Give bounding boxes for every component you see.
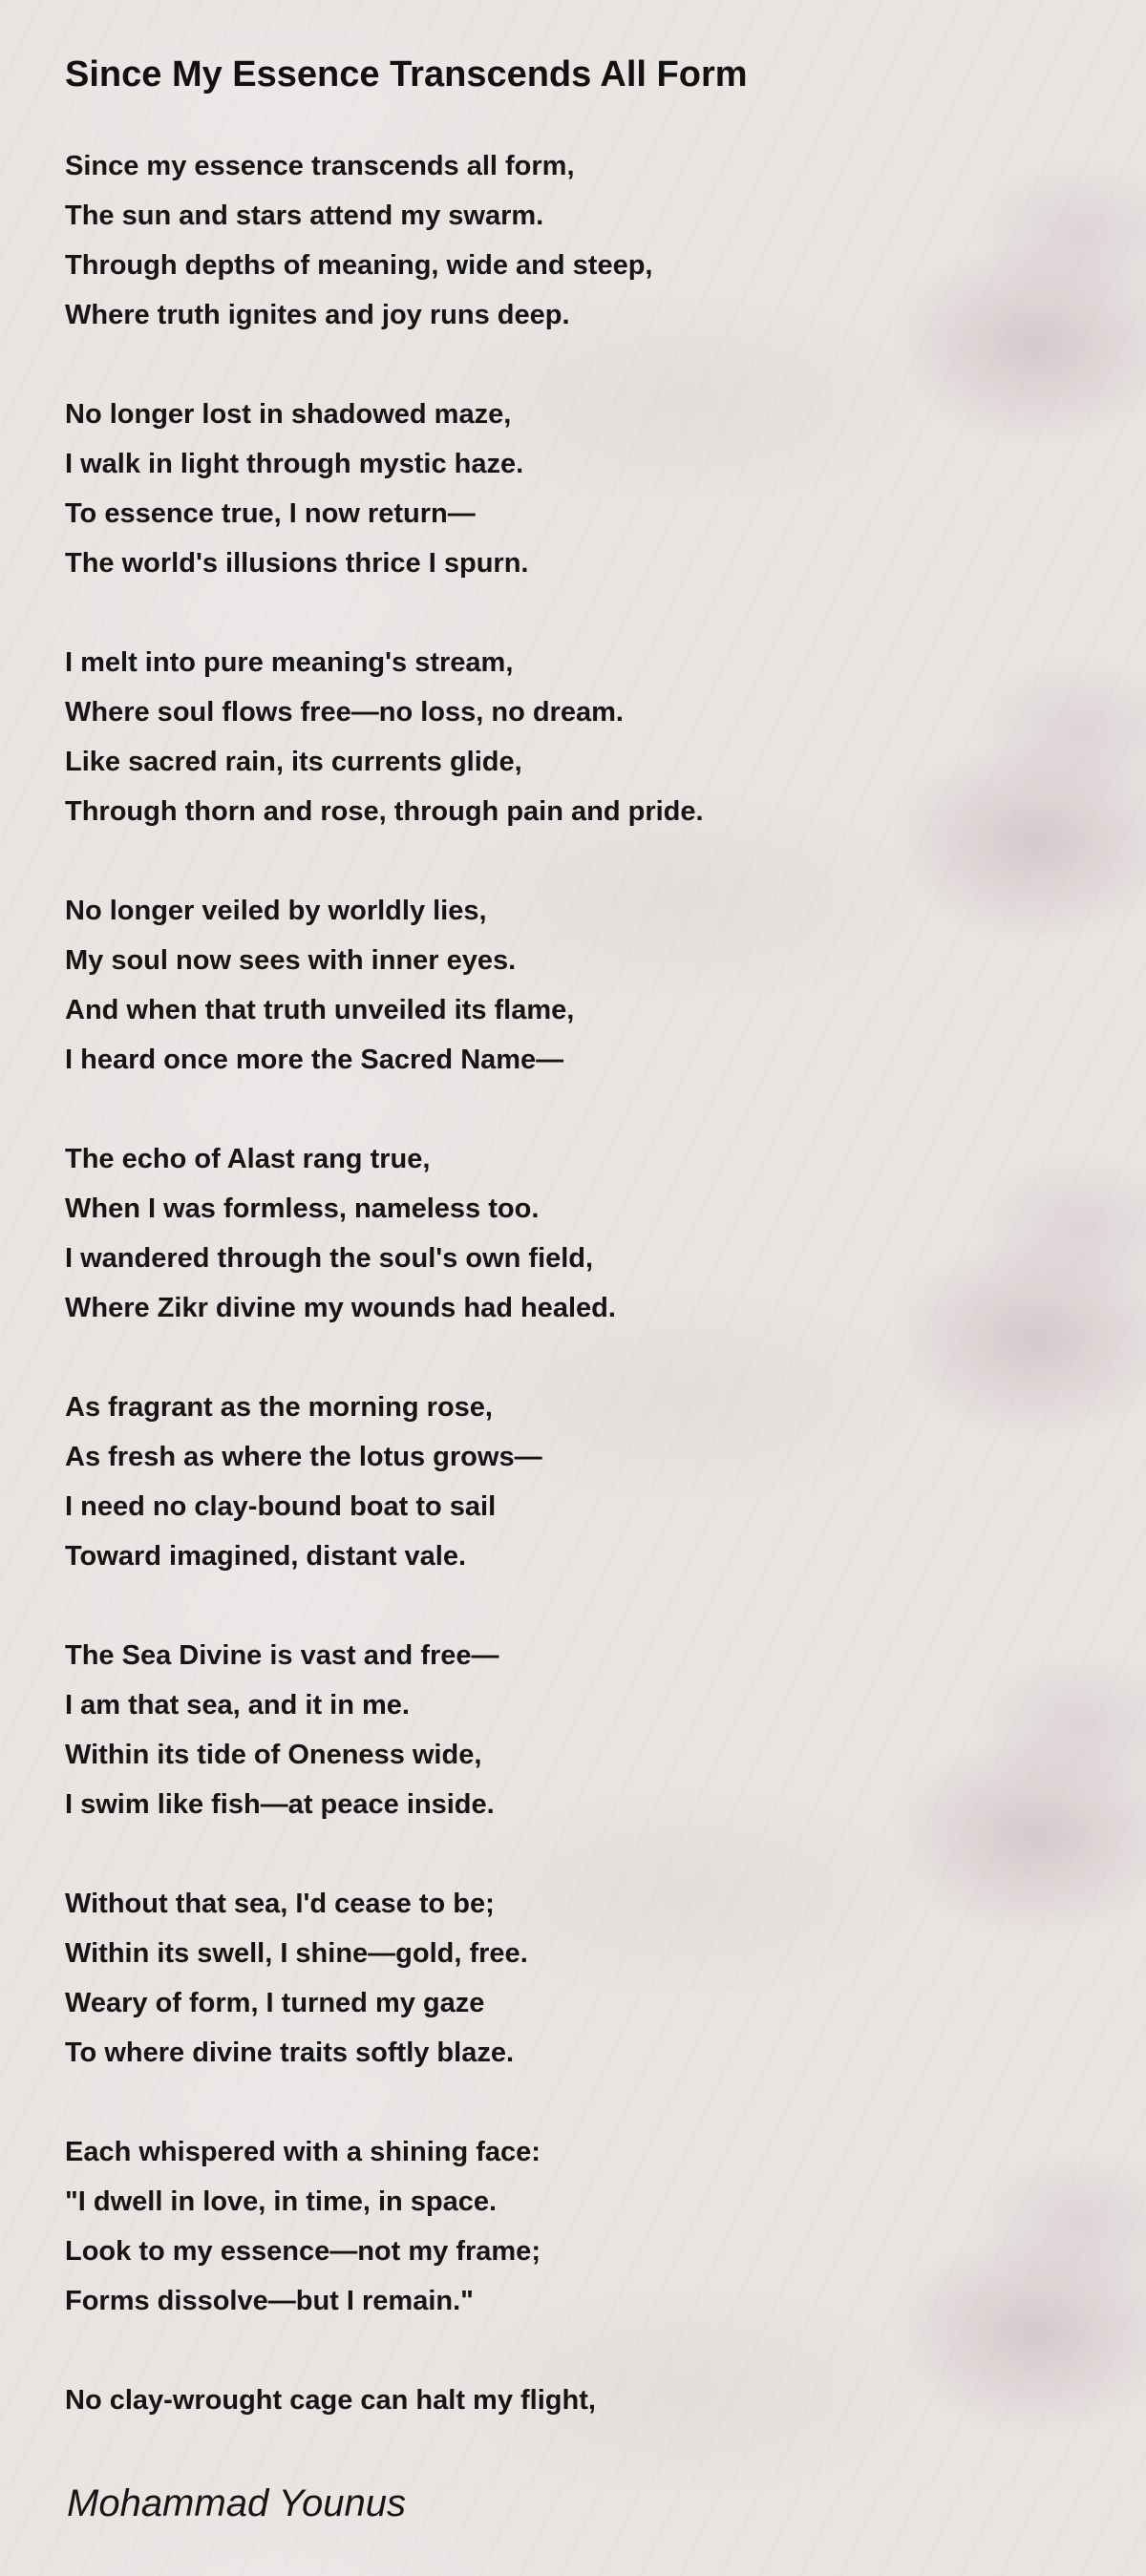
poem-line: Look to my essence—not my frame; xyxy=(65,2236,541,2267)
poem-line: I need no clay-bound boat to sail xyxy=(65,1491,497,1522)
poem-line: Forms dissolve—but I remain." xyxy=(65,2286,474,2316)
poem-line: No longer lost in shadowed maze, xyxy=(65,399,512,430)
stanza-5 xyxy=(65,1134,1096,1333)
poem-line: To essence true, I now return— xyxy=(65,498,476,529)
poem-line: When I was formless, nameless too. xyxy=(65,1193,540,1224)
poem-line: Without that sea, I'd cease to be; xyxy=(65,1889,495,1919)
poem-line: Like sacred rain, its currents glide, xyxy=(65,747,522,777)
poem-line: As fresh as where the lotus grows— xyxy=(65,1442,542,1472)
poem-line: Where truth ignites and joy runs deep. xyxy=(65,300,570,330)
stanza-10 xyxy=(65,2375,1096,2425)
poem-line: Where Zikr divine my wounds had healed. xyxy=(65,1293,616,1323)
poem-line: Within its tide of Oneness wide, xyxy=(65,1740,482,1770)
poem-line: No longer veiled by worldly lies, xyxy=(65,896,487,926)
poem-line: Through thorn and rose, through pain and pride. xyxy=(65,796,704,827)
poem-title: Since My Essence Transcends All Form xyxy=(65,54,748,95)
author-name: Mohammad Younus xyxy=(67,2482,407,2524)
stanza-7 xyxy=(65,1631,1096,1829)
poem-line: Within its swell, I shine—gold, free. xyxy=(65,1938,528,1969)
poem-line: "I dwell in love, in time, in space. xyxy=(65,2186,498,2217)
poem-line: Through depths of meaning, wide and steep, xyxy=(65,250,653,281)
stanza-9 xyxy=(65,2127,1096,2326)
poem-line: Where soul flows free—no loss, no dream. xyxy=(65,697,624,728)
poem-line: The world's illusions thrice I spurn. xyxy=(65,548,529,579)
poem-line: The Sea Divine is vast and free— xyxy=(65,1640,499,1671)
poem-line: The echo of Alast rang true, xyxy=(65,1144,431,1174)
poem-line: I am that sea, and it in me. xyxy=(65,1690,410,1721)
poem-line: The sun and stars attend my swarm. xyxy=(65,201,544,231)
poem-line: Each whispered with a shining face: xyxy=(65,2137,541,2167)
poem-line: Toward imagined, distant vale. xyxy=(65,1541,467,1572)
poem-line: I swim like fish—at peace inside. xyxy=(65,1789,495,1820)
stanza-2 xyxy=(65,390,1096,588)
poem-line: My soul now sees with inner eyes. xyxy=(65,945,517,976)
poem-line: And when that truth unveiled its flame, xyxy=(65,995,575,1025)
poem-line: I wandered through the soul's own field, xyxy=(65,1243,594,1274)
poem-line: As fragrant as the morning rose, xyxy=(65,1392,493,1423)
stanza-1 xyxy=(65,141,1096,340)
poem-line: I melt into pure meaning's stream, xyxy=(65,647,514,678)
stanza-8 xyxy=(65,1879,1096,2078)
poem-line: Since my essence transcends all form, xyxy=(65,151,575,181)
poem-line: I heard once more the Sacred Name— xyxy=(65,1045,564,1075)
poem-body xyxy=(65,141,1096,2425)
stanza-6 xyxy=(65,1383,1096,1581)
stanza-4 xyxy=(65,886,1096,1085)
stanza-3 xyxy=(65,638,1096,836)
poem-line: To where divine traits softly blaze. xyxy=(65,2038,515,2068)
poem-line: Weary of form, I turned my gaze xyxy=(65,1988,485,2018)
poem-line: I walk in light through mystic haze. xyxy=(65,449,524,479)
poem-line: No clay-wrought cage can halt my flight, xyxy=(65,2385,596,2416)
